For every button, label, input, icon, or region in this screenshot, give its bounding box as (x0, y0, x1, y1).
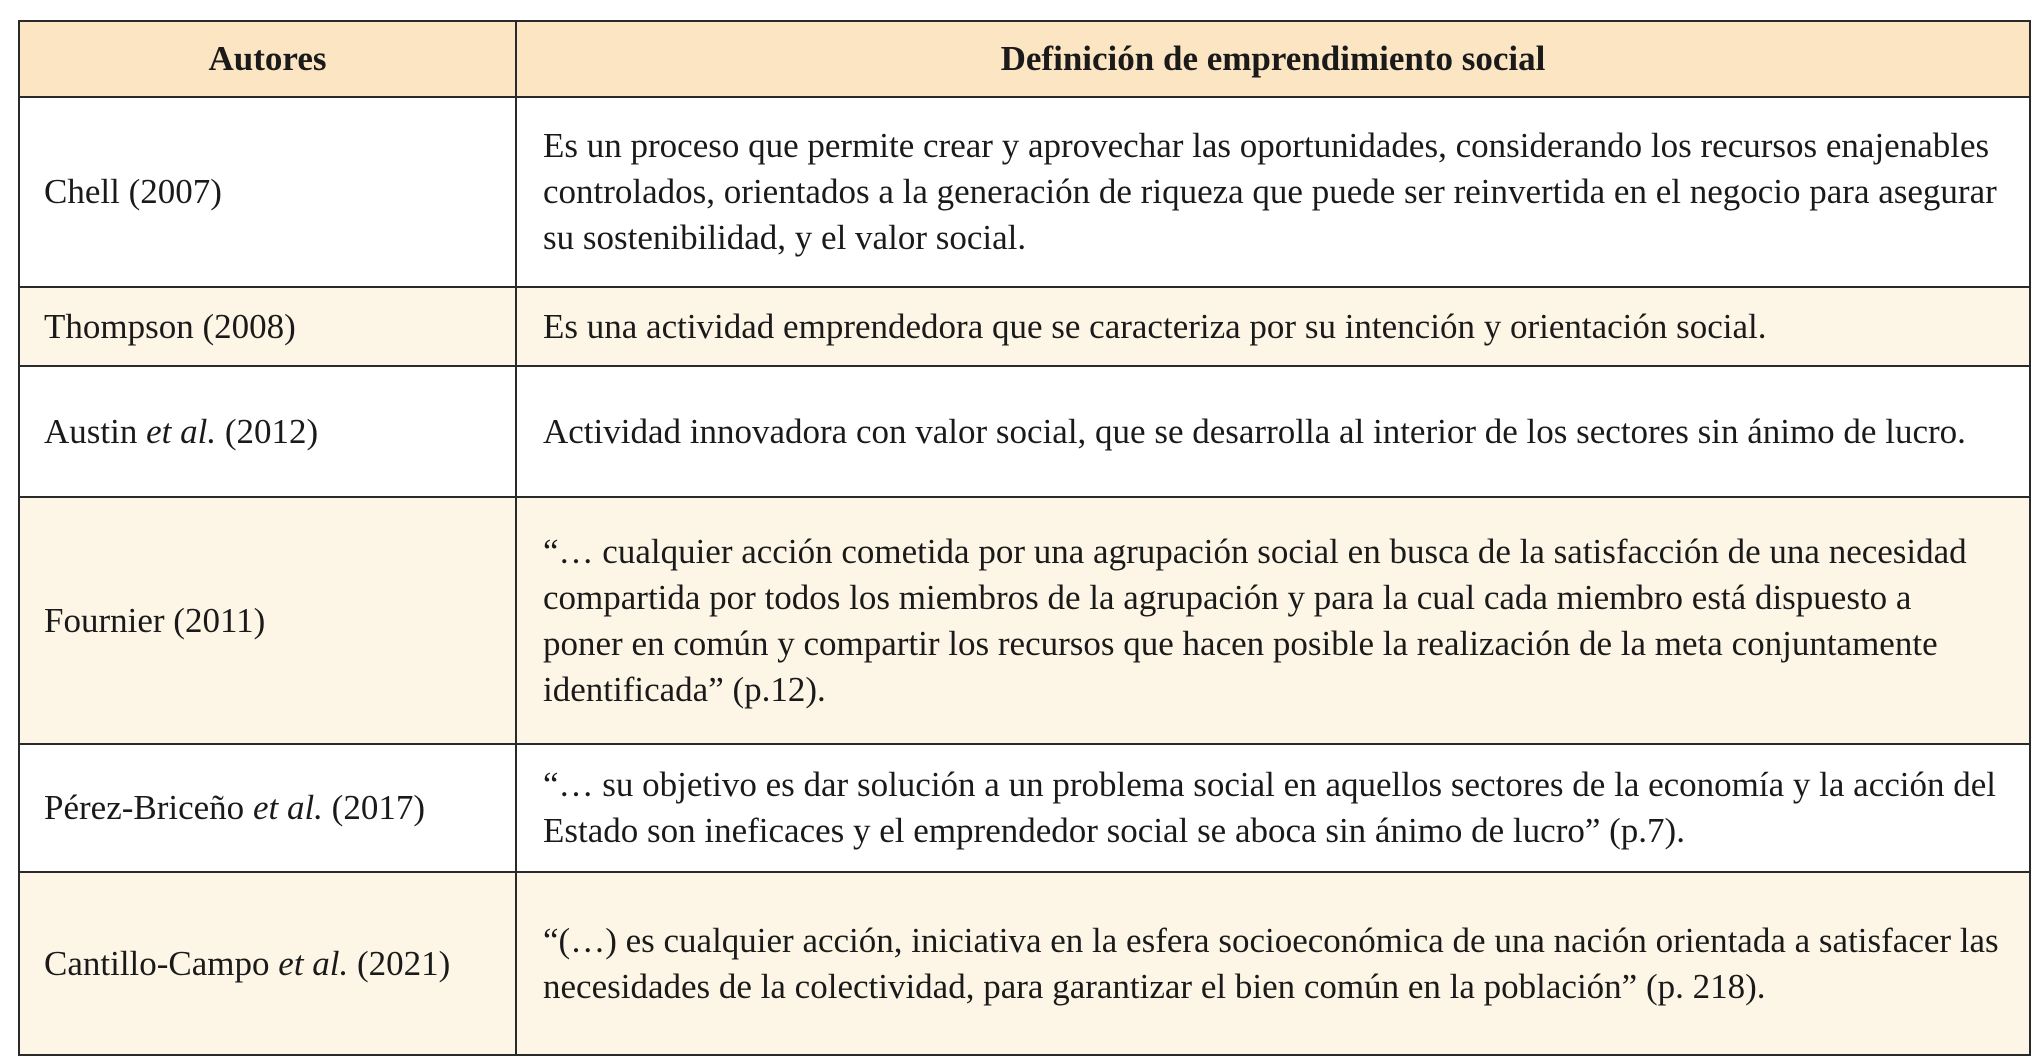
author-year: (2021) (357, 943, 451, 983)
author-cell (19, 366, 516, 497)
author-etal: et al. (146, 411, 217, 451)
table-header (19, 21, 2030, 97)
definition-cell: “… su objetivo es dar solución a un problema social en aquellos sectores de la economía y la acción del Estado son ineficaces y el emprendedor social se aboca sin ánimo de lucro” (p.7). (516, 744, 2030, 872)
definition-cell: Actividad innovadora con valor social, que se desarrolla al interior de los sectores sin ánimo de lucro. (516, 366, 2030, 497)
table-body (19, 97, 2030, 1055)
author-year: (2011) (173, 600, 266, 640)
author-name: Thompson (44, 306, 194, 346)
author-year: (2012) (224, 411, 319, 451)
header-row (19, 21, 2030, 97)
author-etal: et al. (252, 788, 323, 827)
table-row (19, 287, 2030, 366)
author-etal: et al. (278, 943, 349, 983)
definitions-table (18, 20, 2031, 1056)
author-cell (19, 97, 516, 287)
header-authors: Autores (19, 21, 516, 97)
author-year: (2017) (331, 788, 425, 827)
definitions-table-container (18, 20, 2029, 1056)
author-year: (2008) (202, 306, 296, 346)
author-name: Austin (44, 411, 138, 451)
definition-cell: Es un proceso que permite crear y aprovechar las oportunidades, considerando los recursos enajenables controlados, orientados a la generación de riqueza que puede ser reinvertida en el negocio para asegurar su sostenibilidad, y el valor social. (516, 97, 2030, 287)
definition-cell: “… cualquier acción cometida por una agrupación social en busca de la satisfacción de una necesidad compartida por todos los miembros de la agrupación y para la cual cada miembro está dispuesto a poner en común y compartir los recursos que hacen posible la realización de la meta conjuntamente identificada” (p.12). (516, 497, 2030, 744)
author-cell (19, 744, 516, 872)
author-name: Chell (44, 172, 120, 211)
header-definition: Definición de emprendimiento social (516, 21, 2030, 97)
table-row (19, 872, 2030, 1055)
definition-cell: Es una actividad emprendedora que se caracteriza por su intención y orientación social. (516, 287, 2030, 366)
author-name: Fournier (44, 600, 165, 640)
author-name: Cantillo-Campo (44, 943, 270, 983)
table-row (19, 97, 2030, 287)
table-row (19, 366, 2030, 497)
author-cell (19, 872, 516, 1055)
definition-cell: “(…) es cualquier acción, iniciativa en la esfera socioeconómica de una nación orientada a satisfacer las necesidades de la colectividad, para garantizar el bien común en la población” (p. 218). (516, 872, 2030, 1055)
author-cell (19, 287, 516, 366)
table-row (19, 497, 2030, 744)
author-cell (19, 497, 516, 744)
author-year: (2007) (128, 172, 222, 211)
author-name: Pérez-Briceño (44, 788, 245, 827)
table-row (19, 744, 2030, 872)
